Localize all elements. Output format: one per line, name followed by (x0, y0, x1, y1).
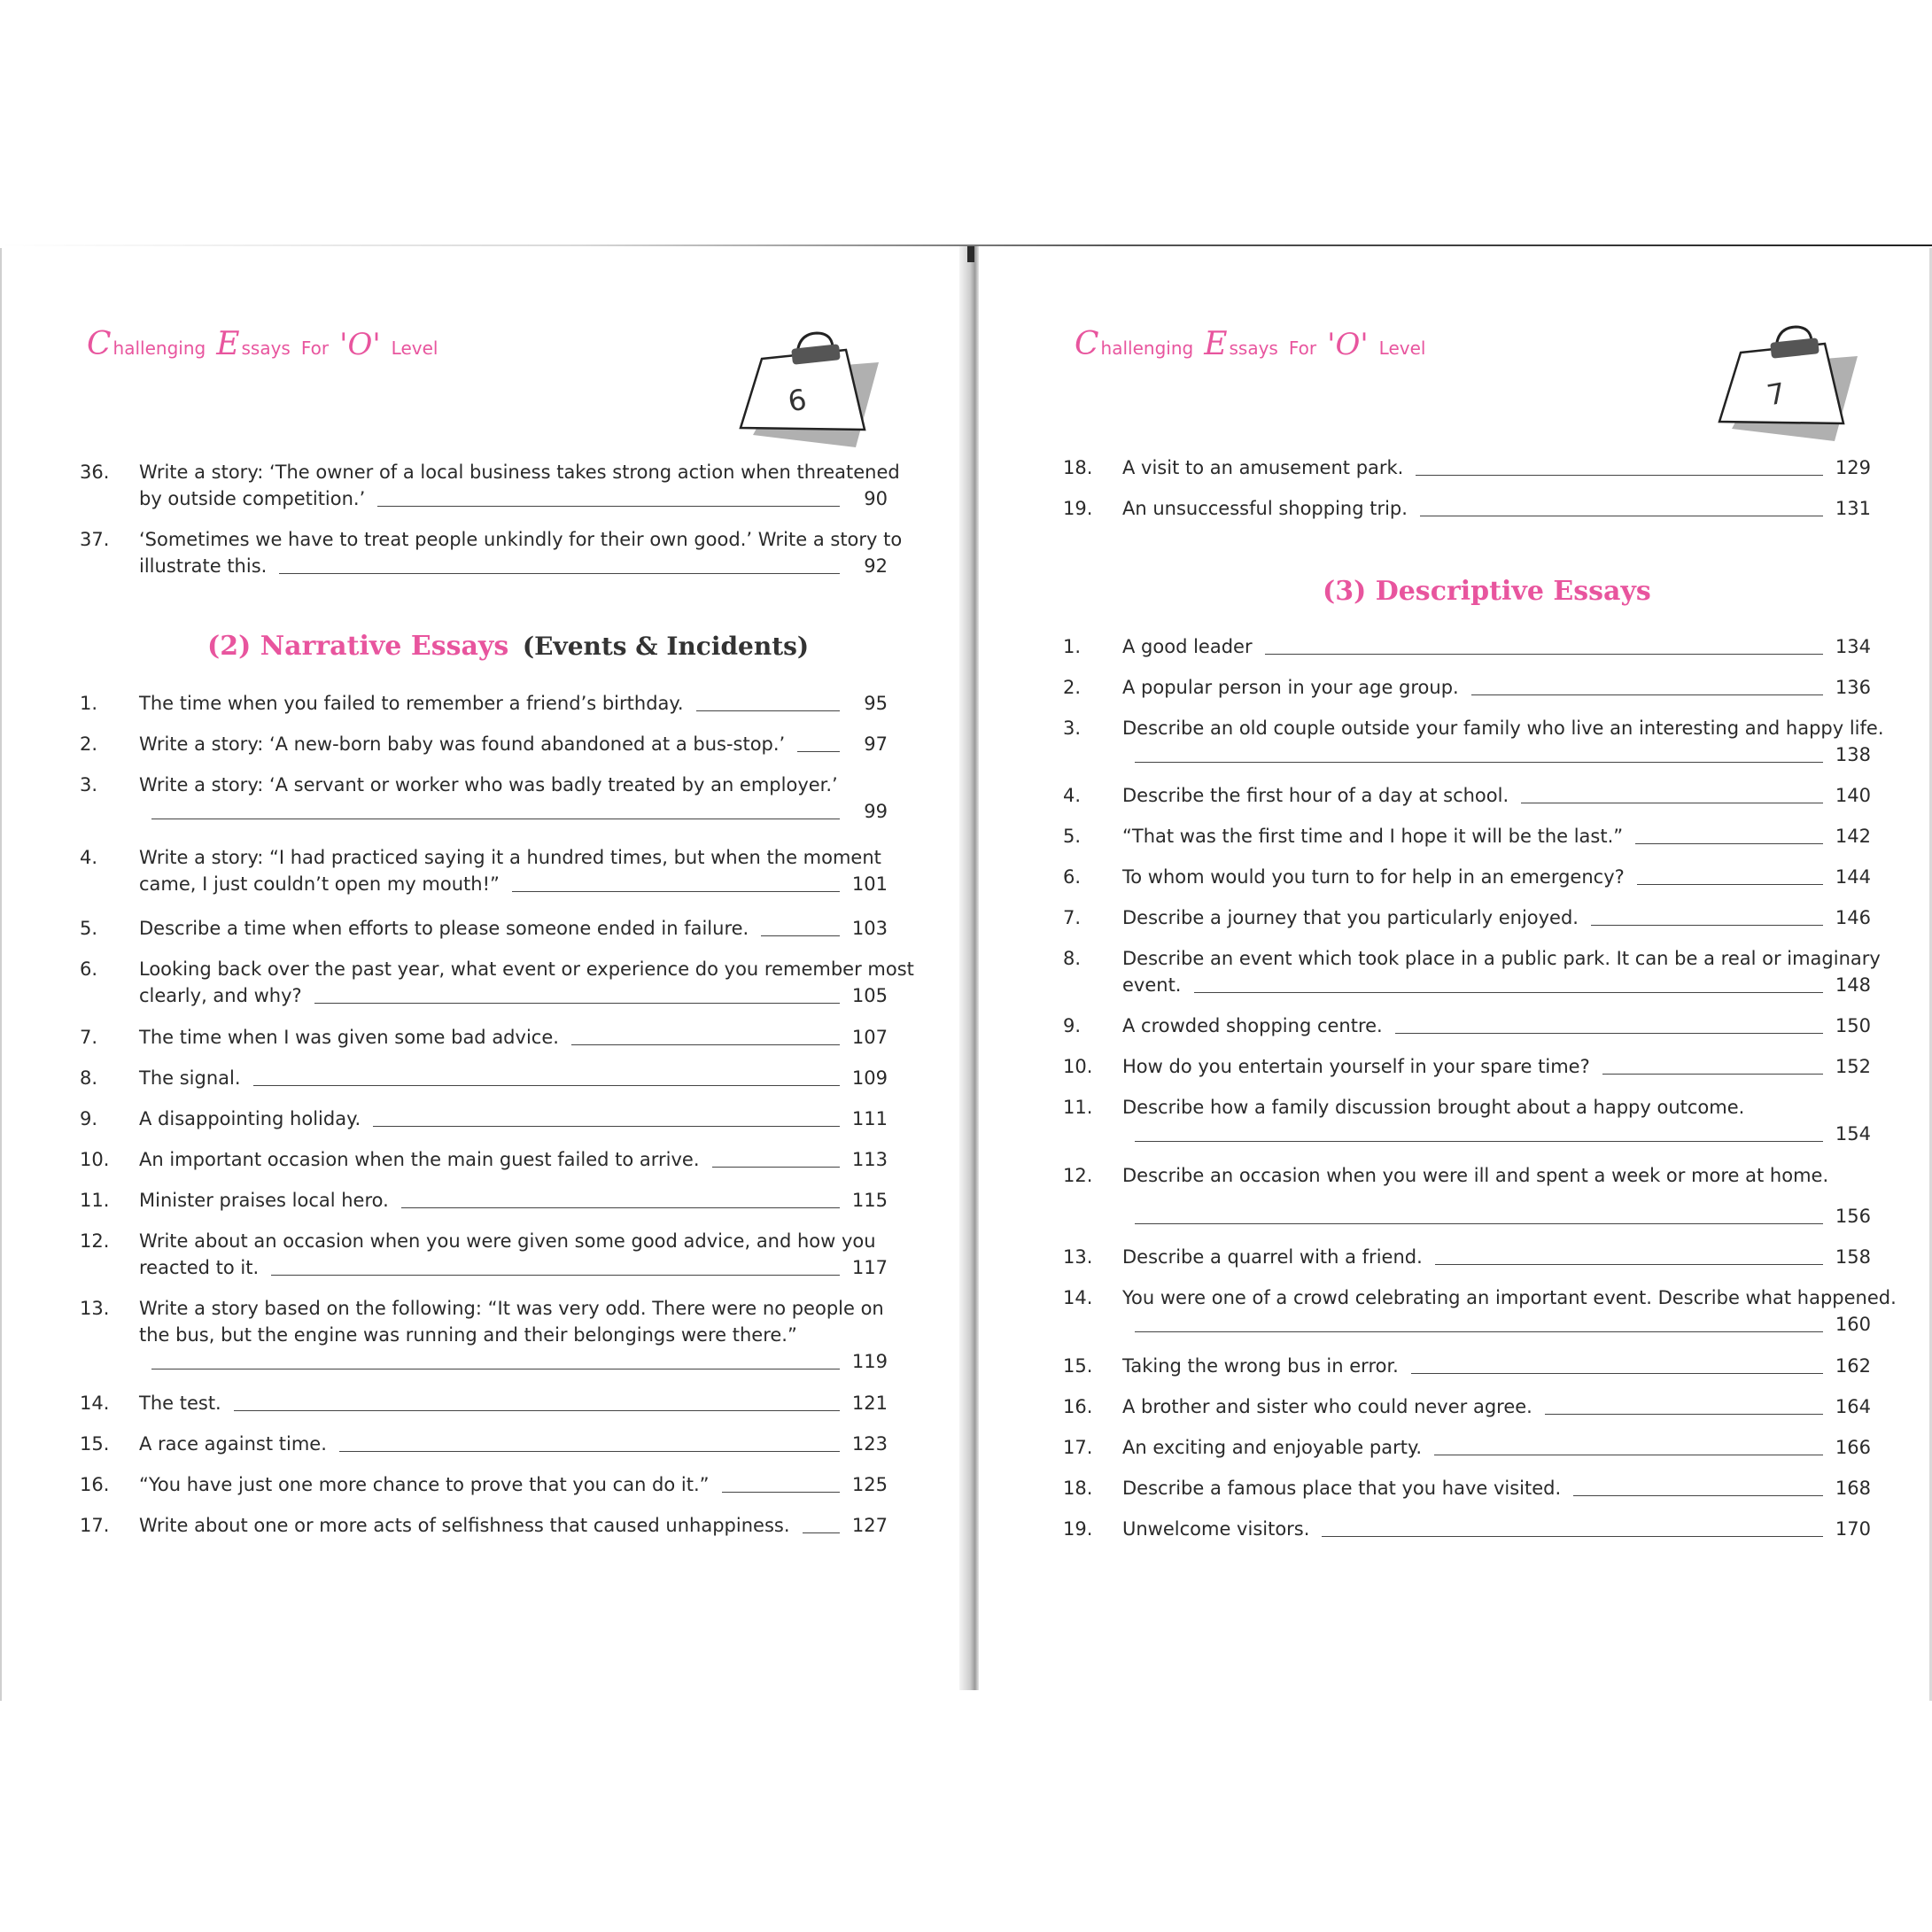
leader-line (1194, 992, 1823, 993)
running-head-initial-e: E (216, 326, 240, 362)
page-ref: 166 (1835, 1437, 1871, 1458)
entry-number: 8. (1063, 948, 1082, 969)
entry-text: Describe a famous place that you have visited. (1122, 1478, 1562, 1499)
page-ref: 162 (1835, 1355, 1871, 1377)
page-ref: 101 (851, 873, 888, 895)
entry-number: 6. (1063, 866, 1082, 888)
entry-text: Unwelcome visitors. (1122, 1518, 1310, 1540)
leader-line (253, 1085, 840, 1086)
leader-line (571, 1044, 840, 1045)
running-head (87, 326, 448, 362)
entry-text: How do you entertain yourself in your spare time? (1122, 1056, 1590, 1077)
running-head-initial-c: C (87, 326, 112, 362)
running-head-o: 'O' (1327, 327, 1369, 362)
leader-line (1411, 1373, 1823, 1374)
page-ref: 152 (1835, 1056, 1871, 1077)
entry-number: 12. (80, 1230, 110, 1252)
leader-line (314, 1003, 840, 1004)
page-ref: 148 (1835, 974, 1871, 996)
page-ref: 156 (1835, 1206, 1871, 1227)
entry-text: “That was the first time and I hope it will be the last.” (1122, 826, 1624, 847)
entry-number: 13. (80, 1298, 110, 1319)
page-ref: 92 (864, 555, 888, 577)
book-gutter (959, 246, 979, 1690)
entry-number: 36. (80, 462, 110, 483)
leader-line (761, 935, 840, 936)
entry-number: 11. (1063, 1097, 1093, 1118)
section-title: (3) Descriptive Essays (1323, 576, 1651, 607)
page-ref: 136 (1835, 677, 1871, 698)
entry-line: Describe how a family discussion brought about a happy outcome. (1122, 1097, 1745, 1118)
page-ref: 142 (1835, 826, 1871, 847)
page-ref: 164 (1835, 1396, 1871, 1417)
entry-number: 19. (1063, 498, 1093, 519)
entry-number: 1. (1063, 636, 1082, 657)
entry-number: 11. (80, 1190, 110, 1211)
gutter-shadow (967, 246, 974, 262)
entry-line: Describe an old couple outside your family who live an interesting and happy life. (1122, 718, 1884, 739)
entry-number: 16. (1063, 1396, 1093, 1417)
entry-text: clearly, and why? (139, 985, 302, 1006)
page-ref: 131 (1835, 498, 1871, 519)
leader-line (1416, 475, 1823, 476)
entry-text: To whom would you turn to for help in an emergency? (1122, 866, 1625, 888)
leader-line (1471, 694, 1823, 695)
leader-line (722, 1492, 840, 1493)
entry-number: 12. (1063, 1165, 1093, 1186)
entry-number: 7. (80, 1027, 98, 1048)
leader-line (1635, 843, 1823, 844)
entry-text: An important occasion when the main guest failed to arrive. (139, 1149, 700, 1170)
running-head-word-for: For (300, 338, 330, 359)
entry-number: 5. (80, 918, 98, 939)
entry-text: A race against time. (139, 1433, 327, 1455)
page-ref: 123 (851, 1433, 888, 1455)
entry-line: Write a story: ‘The owner of a local business takes strong action when threatened (139, 462, 900, 483)
leader-line (1602, 1074, 1823, 1075)
page-ref: 111 (851, 1108, 888, 1129)
leader-line (696, 710, 840, 711)
page-ref: 117 (851, 1257, 888, 1278)
page-ref: 134 (1835, 636, 1871, 657)
page-ref: 113 (851, 1149, 888, 1170)
entry-number: 18. (1063, 457, 1093, 478)
page-ref: 105 (851, 985, 888, 1006)
entry-number: 18. (1063, 1478, 1093, 1499)
entry-number: 6. (80, 958, 98, 980)
leader-line (1637, 884, 1823, 885)
entry-line: Write a story based on the following: “It was very odd. There were no people on (139, 1298, 884, 1319)
entry-text: A popular person in your age group. (1122, 677, 1459, 698)
leader-line (1395, 1033, 1823, 1034)
leader-line (1135, 1331, 1823, 1332)
clipboard-icon (1714, 317, 1865, 441)
page-ref: 168 (1835, 1478, 1871, 1499)
entry-line: Describe an event which took place in a public park. It can be a real or imaginary (1122, 948, 1881, 969)
entry-text: reacted to it. (139, 1257, 260, 1278)
entry-number: 2. (1063, 677, 1082, 698)
page-ref: 125 (851, 1474, 888, 1495)
leader-line (373, 1126, 840, 1127)
section-heading-descriptive (1323, 576, 1651, 607)
entry-text: The time when you failed to remember a friend’s birthday. (139, 693, 684, 714)
page-ref: 97 (864, 733, 888, 755)
page-ref: 146 (1835, 907, 1871, 928)
entry-number: 10. (80, 1149, 110, 1170)
entry-number: 3. (80, 774, 98, 795)
entry-line: Write a story: ‘A servant or worker who was badly treated by an employer.’ (139, 774, 838, 795)
page-ref: 121 (851, 1393, 888, 1414)
entry-line: the bus, but the engine was running and their belongings were there.” (139, 1324, 797, 1346)
entry-text: Describe the first hour of a day at school. (1122, 785, 1509, 806)
entry-text: An exciting and enjoyable party. (1122, 1437, 1423, 1458)
entry-number: 19. (1063, 1518, 1093, 1540)
page-ref: 129 (1835, 457, 1871, 478)
page-ref: 144 (1835, 866, 1871, 888)
entry-text: A disappointing holiday. (139, 1108, 361, 1129)
toc-entry (80, 526, 903, 579)
leader-line (279, 573, 840, 574)
leader-line (797, 751, 840, 752)
entry-number: 14. (80, 1393, 110, 1414)
entry-number: 2. (80, 733, 98, 755)
section-title: (2) Narrative Essays (207, 631, 509, 662)
leader-line (1135, 1223, 1823, 1224)
entry-number: 8. (80, 1067, 98, 1089)
entry-text: by outside competition.’ (139, 488, 366, 509)
leader-line (1135, 762, 1823, 763)
entry-number: 17. (80, 1515, 110, 1536)
entry-number: 14. (1063, 1287, 1093, 1308)
page-ref: 119 (851, 1351, 888, 1372)
entry-number: 13. (1063, 1246, 1093, 1268)
leader-line (803, 1532, 840, 1533)
entry-text: Describe a journey that you particularly enjoyed. (1122, 907, 1579, 928)
leader-line (377, 506, 840, 507)
page-number: 6 (785, 382, 810, 419)
entry-line: ‘Sometimes we have to treat people unkindly for their own good.’ Write a story to (139, 529, 903, 550)
entry-text: Taking the wrong bus in error. (1122, 1355, 1399, 1377)
entry-number: 15. (1063, 1355, 1093, 1377)
entry-line: Looking back over the past year, what event or experience do you remember most (139, 958, 914, 980)
page-ref: 170 (1835, 1518, 1871, 1540)
entry-text: Write about one or more acts of selfishness that caused unhappiness. (139, 1515, 790, 1536)
leader-line (234, 1410, 840, 1411)
page-ref: 90 (864, 488, 888, 509)
running-head-o: 'O' (339, 327, 381, 362)
page-ref: 127 (851, 1515, 888, 1536)
entry-text: Describe a time when efforts to please someone ended in failure. (139, 918, 749, 939)
entry-text: event. (1122, 974, 1182, 996)
leader-line (1591, 925, 1823, 926)
leader-line (1435, 1264, 1823, 1265)
page-ref: 150 (1835, 1015, 1871, 1036)
entry-number: 16. (80, 1474, 110, 1495)
running-head-word-challenging: hallenging (113, 338, 206, 359)
leader-line (712, 1167, 840, 1168)
leader-line (512, 891, 840, 892)
leader-line (1265, 654, 1823, 655)
leader-line (401, 1207, 840, 1208)
entry-number: 37. (80, 529, 110, 550)
entry-number: 4. (1063, 785, 1082, 806)
entry-number: 17. (1063, 1437, 1093, 1458)
entry-number: 5. (1063, 826, 1082, 847)
page-ref: 95 (864, 693, 888, 714)
entry-text: Describe a quarrel with a friend. (1122, 1246, 1423, 1268)
right-page (979, 0, 1932, 1932)
entry-number: 9. (80, 1108, 98, 1129)
entry-text: illustrate this. (139, 555, 268, 577)
running-head-word-essays: ssays (1229, 338, 1278, 359)
page-ref: 109 (851, 1067, 888, 1089)
running-head-word-challenging: hallenging (1100, 338, 1194, 359)
entry-text: A brother and sister who could never agree. (1122, 1396, 1532, 1417)
entry-number: 15. (80, 1433, 110, 1455)
page-ref: 103 (851, 918, 888, 939)
entry-text: Minister praises local hero. (139, 1190, 389, 1211)
entry-line: Write a story: “I had practiced saying it a hundred times, but when the moment (139, 847, 881, 868)
running-head (1075, 326, 1436, 362)
page-ref: 160 (1835, 1314, 1871, 1335)
page-ref: 154 (1835, 1123, 1871, 1144)
entry-text: came, I just couldn’t open my mouth!” (139, 873, 500, 895)
entry-line: Describe an occasion when you were ill and spent a week or more at home. (1122, 1165, 1829, 1186)
leader-line (1545, 1414, 1823, 1415)
page-ref: 115 (851, 1190, 888, 1211)
leader-line (271, 1275, 840, 1276)
entry-text: An unsuccessful shopping trip. (1122, 498, 1408, 519)
entry-line: You were one of a crowd celebrating an important event. Describe what happened. (1122, 1287, 1897, 1308)
entry-number: 4. (80, 847, 98, 868)
page-ref: 99 (864, 801, 888, 822)
entry-line: Write about an occasion when you were given some good advice, and how you (139, 1230, 876, 1252)
page-ref: 140 (1835, 785, 1871, 806)
entry-text: A visit to an amusement park. (1122, 457, 1404, 478)
page-ref: 107 (851, 1027, 888, 1048)
page-number: 7 (1764, 376, 1788, 413)
entry-number: 3. (1063, 718, 1082, 739)
entry-number: 10. (1063, 1056, 1093, 1077)
entry-text: The test. (139, 1393, 221, 1414)
clipboard-icon (735, 323, 886, 447)
entry-number: 9. (1063, 1015, 1082, 1036)
leader-line (1573, 1495, 1823, 1496)
page-ref: 138 (1835, 744, 1871, 765)
running-head-word-for: For (1288, 338, 1317, 359)
left-page (0, 0, 959, 1932)
running-head-word-level: Level (1378, 338, 1426, 359)
entry-text: A good leader (1122, 636, 1253, 657)
entry-text: The signal. (139, 1067, 241, 1089)
leader-line (339, 1451, 840, 1452)
leader-line (1135, 1141, 1823, 1142)
section-subtitle: (Events & Incidents) (522, 632, 810, 661)
entry-text: A crowded shopping centre. (1122, 1015, 1383, 1036)
running-head-word-level: Level (391, 338, 438, 359)
page-ref: 158 (1835, 1246, 1871, 1268)
entry-number: 1. (80, 693, 98, 714)
entry-number: 7. (1063, 907, 1082, 928)
entry-text: Write a story: ‘A new-born baby was found abandoned at a bus-stop.’ (139, 733, 786, 755)
leader-line (1322, 1536, 1822, 1537)
section-heading-narrative (207, 631, 809, 662)
running-head-initial-e: E (1204, 326, 1228, 362)
running-head-word-essays: ssays (241, 338, 291, 359)
toc-entry (80, 459, 900, 512)
entry-text: “You have just one more chance to prove that you can do it.” (139, 1474, 710, 1495)
entry-text: The time when I was given some bad advice. (139, 1027, 559, 1048)
running-head-initial-c: C (1075, 326, 1099, 362)
